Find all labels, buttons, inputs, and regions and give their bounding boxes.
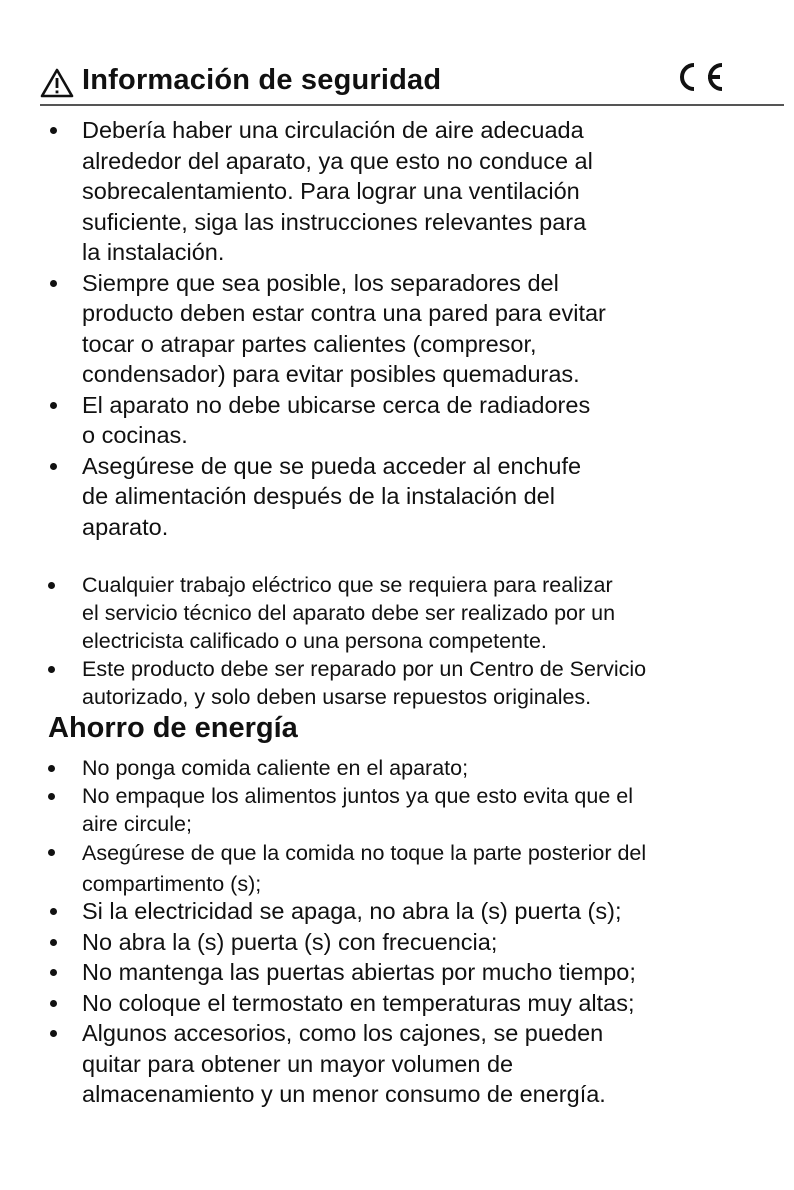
warning-triangle-icon (40, 68, 74, 98)
list-item: Este producto debe ser reparado por un Centro de Servicio autorizado, y solo deben usarse repuestos originales. (46, 655, 766, 711)
list-item: No mantenga las puertas abiertas por mucho tiempo; (46, 957, 766, 988)
list-item: Cualquier trabajo eléctrico que se requiera para realizar el servicio técnico del aparato debe ser realizado por un electricista calificado o una persona competente. (46, 571, 766, 655)
list-item: El aparato no debe ubicarse cerca de radiadores o cocinas. (46, 390, 766, 451)
bullet-icon (50, 127, 57, 134)
bullet-icon (50, 402, 57, 409)
ce-mark-icon (672, 60, 728, 94)
safety-list-secondary (46, 571, 766, 711)
list-item: Si la electricidad se apaga, no abra la (s) puerta (s); (46, 896, 766, 927)
list-item: Debería haber una circulación de aire adecuada alrededor del aparato, ya que esto no conduce al sobrecalentamiento. Para lograr una ventilación suficiente, siga las instrucciones relevantes para la instalación. (46, 115, 766, 268)
list-item: No abra la (s) puerta (s) con frecuencia; (46, 927, 766, 958)
bullet-icon (48, 765, 55, 772)
bullet-icon (50, 908, 57, 915)
page-title: Información de seguridad (82, 64, 442, 96)
list-item: Asegúrese de que la comida no toque la parte posterior del compartimento (s); (46, 838, 766, 900)
bullet-icon (50, 1030, 57, 1037)
energy-section-title: Ahorro de energía (48, 712, 298, 744)
list-item: No ponga comida caliente en el aparato; (46, 754, 766, 782)
list-item: No coloque el termostato en temperaturas muy altas; (46, 988, 766, 1019)
list-item: No empaque los alimentos juntos ya que esto evita que el aire circule; (46, 782, 766, 838)
bullet-icon (48, 849, 55, 856)
bullet-icon (50, 280, 57, 287)
bullet-icon (50, 969, 57, 976)
header-divider (40, 104, 784, 106)
list-item: Asegúrese de que se pueda acceder al enchufe de alimentación después de la instalación del aparato. (46, 451, 766, 543)
bullet-icon (48, 582, 55, 589)
safety-list-primary (46, 115, 766, 542)
section-header (40, 60, 784, 106)
list-item: Siempre que sea posible, los separadores del producto deben estar contra una pared para evitar tocar o atrapar partes calientes (compresor, condensador) para evitar posibles quemaduras. (46, 268, 766, 390)
list-item: Algunos accesorios, como los cajones, se pueden quitar para obtener un mayor volumen de almacenamiento y un menor consumo de energía. (46, 1018, 766, 1110)
bullet-icon (50, 1000, 57, 1007)
energy-list-primary (46, 754, 766, 900)
bullet-icon (50, 463, 57, 470)
bullet-icon (48, 666, 55, 673)
bullet-icon (48, 793, 55, 800)
energy-list-secondary (46, 896, 766, 1110)
bullet-icon (50, 939, 57, 946)
